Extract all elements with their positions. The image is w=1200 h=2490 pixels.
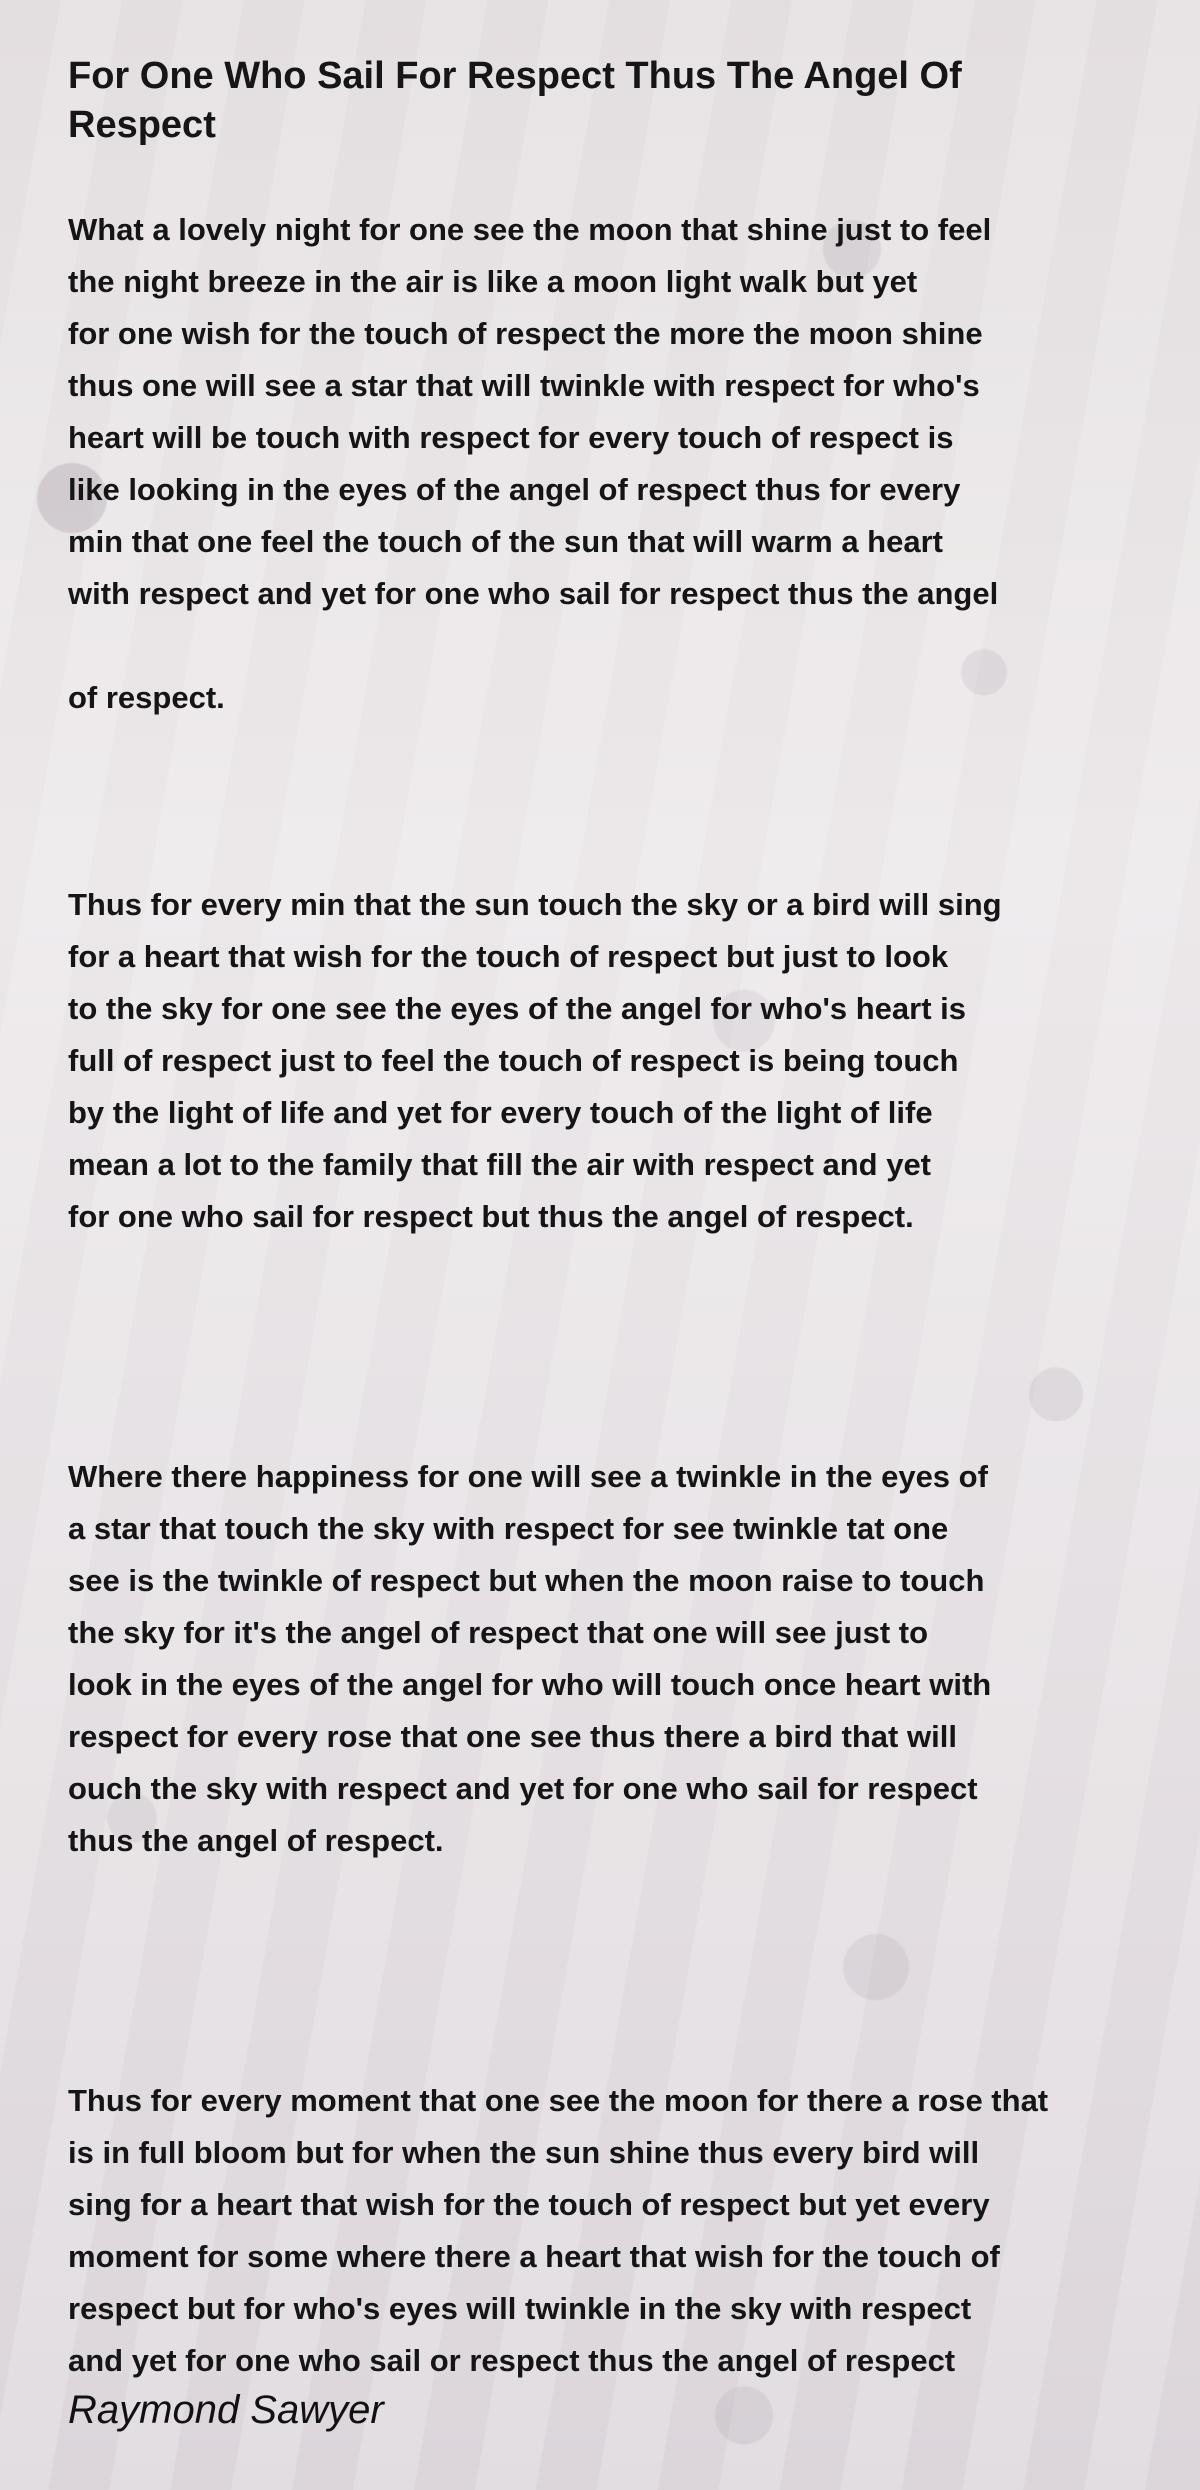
stanza-line: the night breeze in the air is like a moon light walk but yet xyxy=(68,264,918,299)
stanza-4 xyxy=(68,2075,1048,2387)
stanza-line: a star that touch the sky with respect for see twinkle tat one xyxy=(68,1511,949,1546)
stanza-line: for one wish for the touch of respect the more the moon shine xyxy=(68,316,983,351)
stanza-line: Thus for every min that the sun touch the sky or a bird will sing xyxy=(68,887,1002,922)
stanza-line: thus one will see a star that will twinkle with respect for who's xyxy=(68,368,980,403)
stanza-line: of respect. xyxy=(68,680,225,715)
stanza-line: see is the twinkle of respect but when the moon raise to touch xyxy=(68,1563,985,1598)
stanza-line: is in full bloom but for when the sun shine thus every bird will xyxy=(68,2135,980,2170)
stanza-line: full of respect just to feel the touch of respect is being touch xyxy=(68,1043,959,1078)
stanza-line: ouch the sky with respect and yet for one who sail for respect xyxy=(68,1771,978,1806)
stanza-2 xyxy=(68,879,1002,1243)
stanza-line: mean a lot to the family that fill the air with respect and yet xyxy=(68,1147,932,1182)
stanza-line: sing for a heart that wish for the touch of respect but yet every xyxy=(68,2187,990,2222)
stanza-line: respect for every rose that one see thus there a bird that will xyxy=(68,1719,957,1754)
stanza-line: by the light of life and yet for every touch of the light of life xyxy=(68,1095,933,1130)
stanza-line: heart will be touch with respect for every touch of respect is xyxy=(68,420,954,455)
stanza-line: the sky for it's the angel of respect that one will see just to xyxy=(68,1615,929,1650)
stanza-line: for one who sail for respect but thus the angel of respect. xyxy=(68,1199,914,1234)
poem-page xyxy=(68,52,1128,2432)
stanza-line: look in the eyes of the angel for who will touch once heart with xyxy=(68,1667,992,1702)
stanza-line: min that one feel the touch of the sun that will warm a heart xyxy=(68,524,943,559)
stanza-line: What a lovely night for one see the moon that shine just to feel xyxy=(68,212,992,247)
poem-title: For One Who Sail For Respect Thus The Angel Of Respect xyxy=(68,55,962,146)
stanza-line: to the sky for one see the eyes of the angel for who's heart is xyxy=(68,991,966,1026)
stanza-line: moment for some where there a heart that wish for the touch of xyxy=(68,2239,1000,2274)
stanza-3 xyxy=(68,1451,991,1867)
stanza-line: Thus for every moment that one see the moon for there a rose that xyxy=(68,2083,1049,2118)
blank-line xyxy=(68,620,998,672)
stanza-line: respect but for who's eyes will twinkle in the sky with respect xyxy=(68,2291,972,2326)
stanza-line: Where there happiness for one will see a twinkle in the eyes of xyxy=(68,1459,988,1494)
stanza-line: like looking in the eyes of the angel of respect thus for every xyxy=(68,472,961,507)
stanza-1 xyxy=(68,204,998,724)
stanza-line: for a heart that wish for the touch of respect but just to look xyxy=(68,939,949,974)
stanza-line: with respect and yet for one who sail for respect thus the angel xyxy=(68,576,999,611)
stanza-line: and yet for one who sail or respect thus the angel of respect xyxy=(68,2343,956,2378)
stanza-line: thus the angel of respect. xyxy=(68,1823,444,1858)
poem-author: Raymond Sawyer xyxy=(68,2388,384,2432)
